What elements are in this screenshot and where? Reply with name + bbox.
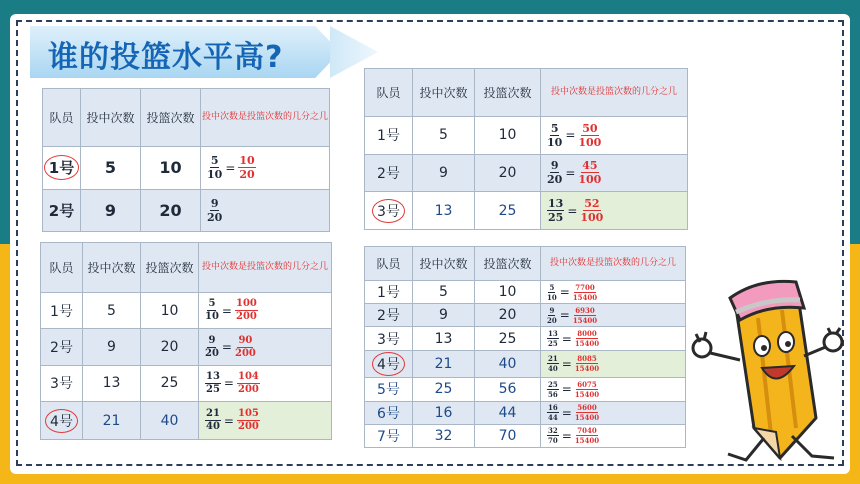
fraction (205, 336, 219, 359)
numerator: 52 (584, 197, 600, 211)
numerator: 21 (548, 354, 558, 364)
cell-made: 13 (83, 365, 141, 401)
cell-player (365, 154, 413, 192)
cell-made: 25 (413, 378, 475, 401)
table-3-players (364, 68, 688, 230)
header-shots: 投篮次数 (475, 69, 541, 117)
equals-sign: = (221, 303, 232, 318)
numerator: 16 (548, 403, 558, 413)
cell-fraction (541, 424, 686, 447)
cell-made: 9 (81, 189, 141, 232)
equals-sign: = (223, 376, 234, 391)
equivalent-fraction (575, 427, 599, 444)
cell-player (365, 378, 413, 401)
cell-shots: 25 (475, 327, 541, 350)
equals-sign: = (225, 160, 236, 175)
numerator: 104 (237, 370, 259, 382)
circled-player-label: 4号 (372, 352, 405, 376)
denominator: 44 (548, 413, 558, 423)
equals-sign: = (567, 203, 578, 218)
cell-fraction (541, 378, 686, 401)
fraction (205, 299, 219, 322)
cell-fraction (199, 293, 332, 329)
denominator: 20 (207, 210, 223, 224)
circled-player-label: 1号 (44, 155, 79, 180)
fraction-expression (207, 155, 256, 180)
cell-fraction (541, 401, 686, 424)
player-label: 1号 (377, 128, 400, 145)
equivalent-fraction (237, 409, 260, 432)
numerator: 90 (238, 334, 253, 346)
table-row (43, 147, 330, 190)
cell-shots: 10 (141, 147, 201, 190)
equivalent-fraction (575, 330, 599, 347)
numerator: 9 (210, 196, 219, 210)
denominator: 40 (206, 421, 220, 433)
cell-shots: 44 (475, 401, 541, 424)
cell-made: 9 (413, 304, 475, 327)
denominator: 40 (548, 364, 558, 374)
player-label: 1号 (50, 303, 73, 320)
header-player: 队员 (365, 69, 413, 117)
equals-sign: = (559, 308, 570, 323)
table-row (365, 117, 688, 155)
table-row (365, 378, 686, 401)
cell-made: 16 (413, 401, 475, 424)
header-row (43, 89, 330, 147)
denominator: 200 (234, 347, 256, 359)
fraction (547, 381, 559, 398)
cell-player (365, 327, 413, 350)
cell-fraction (541, 304, 686, 327)
table-row (365, 350, 686, 378)
table-body (41, 293, 332, 440)
denominator: 15400 (574, 389, 600, 399)
equals-sign: = (561, 382, 572, 397)
table-row (41, 365, 332, 401)
cell-fraction (199, 329, 332, 365)
numerator: 9 (549, 305, 555, 315)
numerator: 32 (548, 426, 558, 436)
cell-fraction (541, 327, 686, 350)
cell-player (365, 192, 413, 230)
equivalent-fraction (573, 307, 597, 324)
player-label: 7号 (377, 428, 400, 445)
cell-made: 21 (83, 402, 141, 440)
table-row (365, 424, 686, 447)
table-2-players (42, 88, 330, 232)
header-fraction: 投中次数是投篮次数的几分之几 (541, 247, 686, 281)
cell-player (365, 117, 413, 155)
denominator: 15400 (574, 364, 600, 374)
numerator: 13 (548, 197, 564, 211)
cell-made: 9 (83, 329, 141, 365)
player-label: 3号 (50, 376, 73, 393)
fraction-expression (205, 336, 256, 359)
denominator: 15400 (574, 436, 600, 446)
numerator: 6930 (575, 305, 595, 315)
equals-sign: = (561, 356, 572, 371)
cell-made: 32 (413, 424, 475, 447)
denominator: 15400 (572, 315, 598, 325)
player-label: 2号 (50, 340, 73, 357)
cell-fraction (541, 281, 686, 304)
cell-player (365, 424, 413, 447)
denominator: 20 (205, 347, 219, 359)
cell-shots: 25 (475, 192, 541, 230)
cell-made: 5 (413, 281, 475, 304)
equivalent-fraction (580, 198, 603, 223)
equals-sign: = (565, 165, 576, 180)
numerator: 5 (549, 282, 555, 292)
cell-shots: 20 (141, 189, 201, 232)
table-row (365, 327, 686, 350)
cell-player (41, 365, 83, 401)
cell-player (41, 293, 83, 329)
cell-fraction (541, 154, 688, 192)
cell-player (365, 304, 413, 327)
table-row (365, 154, 688, 192)
numerator: 8085 (577, 354, 597, 364)
cell-shots: 25 (141, 365, 199, 401)
cell-shots: 10 (475, 281, 541, 304)
header-shots: 投篮次数 (475, 247, 541, 281)
denominator: 15400 (572, 292, 598, 302)
denominator: 20 (547, 315, 557, 325)
page-title: 谁的投篮水平高? (48, 40, 284, 75)
numerator: 7040 (577, 426, 597, 436)
numerator: 13 (548, 329, 558, 339)
denominator: 10 (547, 292, 557, 302)
numerator: 21 (206, 408, 220, 420)
denominator: 25 (548, 211, 564, 225)
denominator: 70 (548, 436, 558, 446)
cell-made: 5 (413, 117, 475, 155)
numerator: 100 (235, 298, 257, 310)
denominator: 200 (237, 421, 259, 433)
cell-shots: 56 (475, 378, 541, 401)
equivalent-fraction (578, 160, 601, 185)
fraction (547, 284, 557, 301)
header-player: 队员 (365, 247, 413, 281)
cell-player (43, 189, 81, 232)
cell-player (43, 147, 81, 190)
table-row (41, 402, 332, 440)
table-row (365, 281, 686, 304)
table-7-players (364, 246, 686, 448)
numerator: 8000 (577, 329, 597, 339)
header-player: 队员 (43, 89, 81, 147)
denominator: 15400 (574, 413, 600, 423)
cell-fraction (541, 350, 686, 378)
circled-player-label: 3号 (372, 199, 405, 223)
player-label: 2号 (377, 308, 400, 325)
cell-fraction (199, 402, 332, 440)
numerator: 6075 (577, 379, 597, 389)
numerator: 25 (548, 379, 558, 389)
table-row (41, 293, 332, 329)
table-row (365, 304, 686, 327)
equals-sign: = (565, 128, 576, 143)
cell-shots: 40 (141, 402, 199, 440)
denominator: 200 (237, 383, 259, 395)
cell-fraction (201, 147, 330, 190)
cell-shots: 10 (141, 293, 199, 329)
denominator: 25 (206, 383, 220, 395)
player-label: 3号 (377, 331, 400, 348)
player-label: 6号 (377, 405, 400, 422)
cell-player (41, 402, 83, 440)
numerator: 5600 (577, 403, 597, 413)
header-made: 投中次数 (413, 247, 475, 281)
cell-shots: 70 (475, 424, 541, 447)
numerator: 105 (237, 408, 259, 420)
fraction (207, 155, 222, 180)
fraction-expression (207, 198, 222, 223)
fraction-expression (205, 299, 258, 322)
cell-made: 13 (413, 192, 475, 230)
cell-player (365, 401, 413, 424)
header-fraction: 投中次数是投篮次数的几分之几 (201, 89, 330, 147)
fraction (547, 330, 559, 347)
equivalent-fraction (578, 123, 601, 148)
fraction-expression (547, 198, 603, 223)
header-fraction: 投中次数是投篮次数的几分之几 (541, 69, 688, 117)
fraction (205, 372, 221, 395)
equivalent-fraction (575, 404, 599, 421)
fraction (547, 307, 557, 324)
cell-shots: 20 (141, 329, 199, 365)
cell-player (365, 350, 413, 378)
table-row (41, 329, 332, 365)
fraction-expression (547, 160, 601, 185)
fraction (205, 409, 221, 432)
table-row (365, 401, 686, 424)
fraction (207, 198, 222, 223)
equivalent-fraction (237, 372, 260, 395)
cell-fraction (541, 117, 688, 155)
equivalent-fraction (575, 355, 599, 372)
equals-sign: = (559, 285, 570, 300)
denominator: 200 (235, 311, 257, 323)
header-player: 队员 (41, 243, 83, 293)
fraction-expression (547, 307, 597, 324)
table-body (365, 281, 686, 448)
cell-made: 13 (413, 327, 475, 350)
cell-player (365, 281, 413, 304)
cell-shots: 20 (475, 154, 541, 192)
denominator: 100 (580, 211, 604, 225)
fraction (547, 404, 559, 421)
fraction-expression (547, 404, 599, 421)
numerator: 9 (550, 159, 559, 173)
player-label: 1号 (377, 285, 400, 302)
numerator: 5 (550, 121, 559, 135)
numerator: 45 (582, 159, 598, 173)
cell-fraction (541, 192, 688, 230)
cell-made: 21 (413, 350, 475, 378)
header-row (365, 69, 688, 117)
fraction (547, 123, 562, 148)
equals-sign: = (561, 428, 572, 443)
player-label: 2号 (48, 201, 75, 220)
cell-made: 9 (413, 154, 475, 192)
fraction-expression (547, 427, 599, 444)
denominator: 100 (578, 135, 602, 149)
fraction-expression (547, 284, 597, 301)
player-label: 2号 (377, 165, 400, 182)
table-row (43, 189, 330, 232)
circled-player-label: 4号 (45, 409, 78, 433)
numerator: 10 (239, 154, 255, 168)
cell-shots: 20 (475, 304, 541, 327)
cell-made: 5 (81, 147, 141, 190)
cell-player (41, 329, 83, 365)
fraction (547, 160, 562, 185)
header-made: 投中次数 (413, 69, 475, 117)
equals-sign: = (561, 331, 572, 346)
header-row (365, 247, 686, 281)
fraction-expression (205, 409, 260, 432)
table-4-players (40, 242, 332, 440)
equals-sign: = (561, 405, 572, 420)
equivalent-fraction (575, 381, 599, 398)
table-row (365, 192, 688, 230)
denominator: 56 (548, 389, 558, 399)
cell-fraction (199, 365, 332, 401)
denominator: 10 (547, 135, 563, 149)
cell-made: 5 (83, 293, 141, 329)
cell-shots: 10 (475, 117, 541, 155)
equivalent-fraction (238, 155, 255, 180)
equivalent-fraction (573, 284, 597, 301)
header-made: 投中次数 (81, 89, 141, 147)
numerator: 5 (208, 298, 216, 310)
denominator: 25 (548, 339, 558, 349)
cell-shots: 40 (475, 350, 541, 378)
header-row (41, 243, 332, 293)
denominator: 100 (578, 173, 602, 187)
fraction (547, 355, 559, 372)
table-body (365, 117, 688, 230)
equivalent-fraction (235, 299, 258, 322)
header-fraction: 投中次数是投篮次数的几分之几 (199, 243, 332, 293)
header-made: 投中次数 (83, 243, 141, 293)
numerator: 13 (206, 370, 220, 382)
equivalent-fraction (235, 336, 256, 359)
fraction-expression (205, 372, 260, 395)
fraction-expression (547, 330, 599, 347)
cell-fraction (201, 189, 330, 232)
header-shots: 投篮次数 (141, 89, 201, 147)
numerator: 7700 (575, 282, 595, 292)
player-label: 5号 (377, 382, 400, 399)
fraction (547, 427, 559, 444)
denominator: 10 (207, 168, 223, 182)
pencil-cartoon-illustration (688, 268, 848, 468)
denominator: 20 (547, 173, 563, 187)
fraction-expression (547, 355, 599, 372)
fraction-expression (547, 381, 599, 398)
numerator: 9 (208, 334, 216, 346)
fraction (547, 198, 564, 223)
header-shots: 投篮次数 (141, 243, 199, 293)
numerator: 50 (582, 121, 598, 135)
numerator: 5 (210, 154, 219, 168)
equals-sign: = (221, 340, 232, 355)
table-body (43, 147, 330, 232)
denominator: 20 (239, 168, 255, 182)
denominator: 10 (205, 311, 219, 323)
equals-sign: = (223, 413, 234, 428)
fraction-expression (547, 123, 601, 148)
denominator: 15400 (574, 339, 600, 349)
